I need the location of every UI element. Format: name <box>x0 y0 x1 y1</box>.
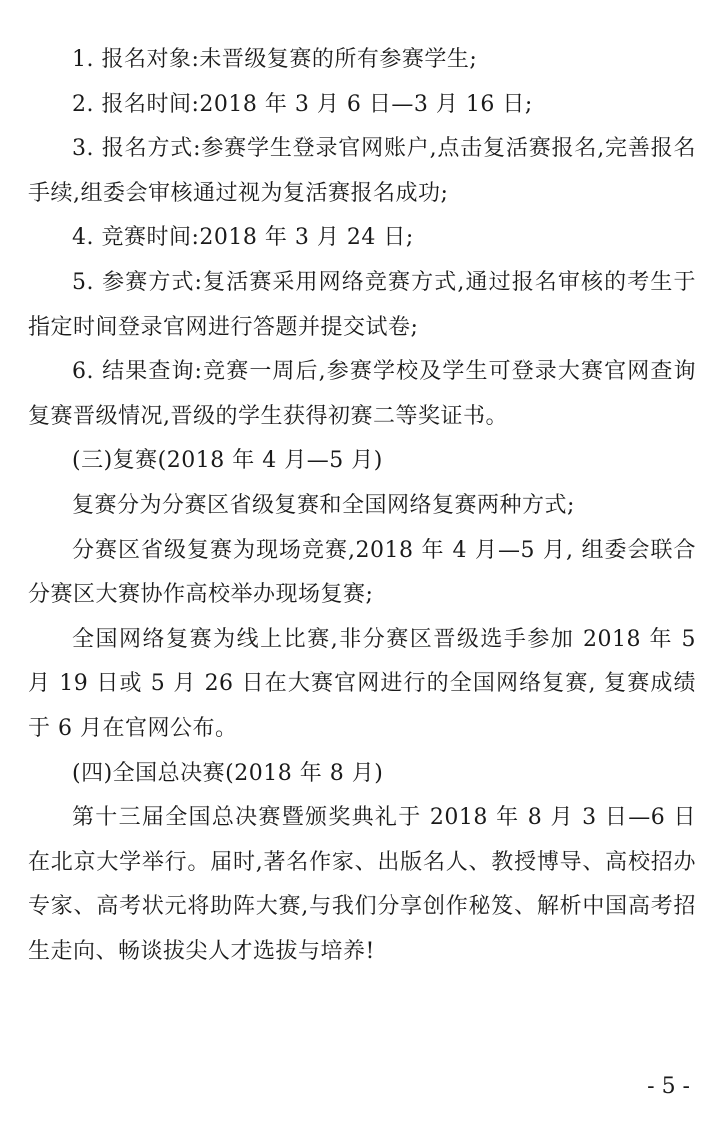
document-body <box>0 38 720 974</box>
paragraph-national-final: 第十三届全国总决赛暨颁奖典礼于 2018 年 8 月 3 日—6 日在北京大学举行。届时,著名作家、出版名人、教授博导、高校招办专家、高考状元将助阵大赛,与我们分享创作秘笈、解析中国高考招生走向、畅谈拔尖人才选拔与培养! <box>28 805 696 964</box>
paragraph-semifinal-types: 复赛分为分赛区省级复赛和全国网络复赛两种方式; <box>72 492 575 518</box>
paragraph-online-semifinal: 全国网络复赛为线上比赛,非分赛区晋级选手参加 2018 年 5 月 19 日或 5 月 26 日在大赛官网进行的全国网络复赛, 复赛成绩于 6 月在官网公布。 <box>28 626 696 741</box>
paragraph-regional-semifinal: 分赛区省级复赛为现场竞赛,2018 年 4 月—5 月, 组委会联合分赛区大赛协作高校举办现场复赛; <box>28 537 696 608</box>
section-heading-semifinal: (三)复赛(2018 年 4 月—5 月) <box>72 448 383 474</box>
paragraph-registration-time: 2. 报名时间:2018 年 3 月 6 日—3 月 16 日; <box>72 91 533 117</box>
paragraph-registration-target: 1. 报名对象:未晋级复赛的所有参赛学生; <box>72 47 478 72</box>
paragraph-registration-method: 3. 报名方式:参赛学生登录官网账户,点击复活赛报名,完善报名手续,组委会审核通过视为复活赛报名成功; <box>28 136 696 206</box>
section-heading-national-final: (四)全国总决赛(2018 年 8 月) <box>72 760 384 786</box>
page-number: - 5 - <box>647 1074 690 1099</box>
paragraph-result-query: 6. 结果查询:竞赛一周后,参赛学校及学生可登录大赛官网查询复赛晋级情况,晋级的学生获得初赛二等奖证书。 <box>28 359 696 429</box>
paragraph-participation-method: 5. 参赛方式:复活赛采用网络竞赛方式,通过报名审核的考生于指定时间登录官网进行答题并提交试卷; <box>28 269 696 340</box>
paragraph-competition-time: 4. 竞赛时间:2018 年 3 月 24 日; <box>72 225 414 251</box>
